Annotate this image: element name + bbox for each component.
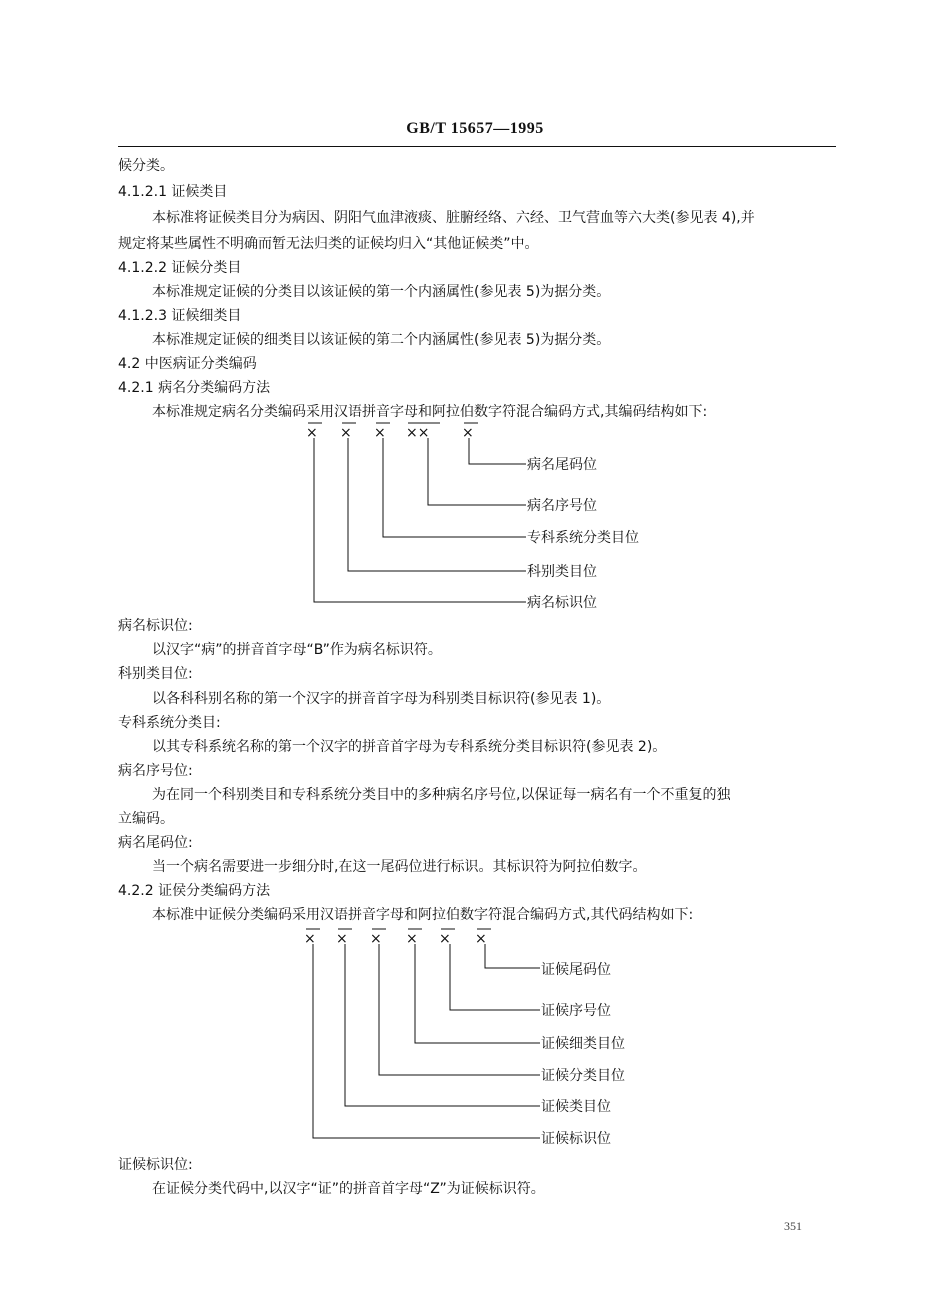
paragraph-line: 以其专科系统名称的第一个汉字的拼音首字母为专科系统分类目标识符(参见表 2)。 <box>152 739 667 755</box>
paragraph-line: 本标准规定证候的细类目以该证候的第二个内涵属性(参见表 5)为据分类。 <box>152 332 611 348</box>
diagram-label: 证候细类目位 <box>541 1036 625 1052</box>
section-heading: 4.1.2.2 证候分类目 <box>118 260 242 276</box>
section-heading: 4.2.1 病名分类编码方法 <box>118 380 271 396</box>
section-heading: 4.1.2.3 证候细类目 <box>118 308 242 324</box>
code-symbol: × <box>462 425 474 441</box>
paragraph-line: 本标准中证候分类编码采用汉语拼音字母和阿拉伯数字符混合编码方式,其代码结构如下: <box>152 907 694 923</box>
paragraph-line: 本标准规定病名分类编码采用汉语拼音字母和阿拉伯数字符混合编码方式,其编码结构如下: <box>152 404 708 420</box>
paragraph-line: 在证候分类代码中,以汉字“证”的拼音首字母“Z”为证候标识符。 <box>152 1181 545 1197</box>
field-label: 科别类目位: <box>118 666 193 682</box>
paragraph-line: 为在同一个科别类目和专科系统分类目中的多种病名序号位,以保证每一病名有一个不重复的独 <box>152 787 731 803</box>
field-label: 病名尾码位: <box>118 835 193 851</box>
code-symbol: × <box>336 931 348 947</box>
diagram-label: 专科系统分类目位 <box>527 530 639 546</box>
text-line: 候分类。 <box>118 158 174 174</box>
paragraph-line: 以各科科别名称的第一个汉字的拼音首字母为科别类目标识符(参见表 1)。 <box>152 691 611 707</box>
paragraph-line: 本标准规定证候的分类目以该证候的第一个内涵属性(参见表 5)为据分类。 <box>152 284 611 300</box>
section-heading: 4.2.2 证侯分类编码方法 <box>118 883 271 899</box>
code-symbol: × <box>306 425 318 441</box>
page-number: 351 <box>784 1219 802 1233</box>
paragraph-line: 规定将某些属性不明确而暂无法归类的证候均归入“其他证候类”中。 <box>118 236 539 252</box>
paragraph-line: 本标准将证候类目分为病因、阴阳气血津液痰、脏腑经络、六经、卫气营血等六大类(参见表 4),并 <box>152 210 755 226</box>
diagram-label: 病名标识位 <box>527 595 597 611</box>
field-label: 病名标识位: <box>118 618 193 634</box>
code-symbol: × <box>374 425 386 441</box>
diagram-label: 病名尾码位 <box>527 457 597 473</box>
paragraph-line: 以汉字“病”的拼音首字母“B”作为病名标识符。 <box>152 642 442 658</box>
diagram-label: 证候类目位 <box>541 1099 611 1115</box>
page-header-title: GB/T 15657—1995 <box>406 120 544 137</box>
diagram-label: 科别类目位 <box>527 564 597 580</box>
section-heading: 4.2 中医病证分类编码 <box>118 356 257 372</box>
diagram-label: 证候标识位 <box>541 1131 611 1147</box>
diagram-label: 证候尾码位 <box>541 962 611 978</box>
code-symbol: × <box>340 425 352 441</box>
code-symbol: × <box>439 931 451 947</box>
field-label: 专科系统分类目: <box>118 715 221 731</box>
diagram-label: 证候序号位 <box>541 1003 611 1019</box>
section-heading: 4.1.2.1 证候类目 <box>118 184 228 200</box>
diagram-label: 病名序号位 <box>527 498 597 514</box>
code-symbol: ×× <box>406 425 430 441</box>
code-symbol: × <box>304 931 316 947</box>
code-symbol: × <box>406 931 418 947</box>
field-label: 证候标识位: <box>118 1157 193 1173</box>
field-label: 病名序号位: <box>118 763 193 779</box>
diagram-label: 证候分类目位 <box>541 1068 625 1084</box>
paragraph-line: 当一个病名需要进一步细分时,在这一尾码位进行标识。其标识符为阿拉伯数字。 <box>152 859 647 875</box>
code-symbol: × <box>475 931 487 947</box>
paragraph-line: 立编码。 <box>118 811 174 827</box>
code-symbol: × <box>370 931 382 947</box>
